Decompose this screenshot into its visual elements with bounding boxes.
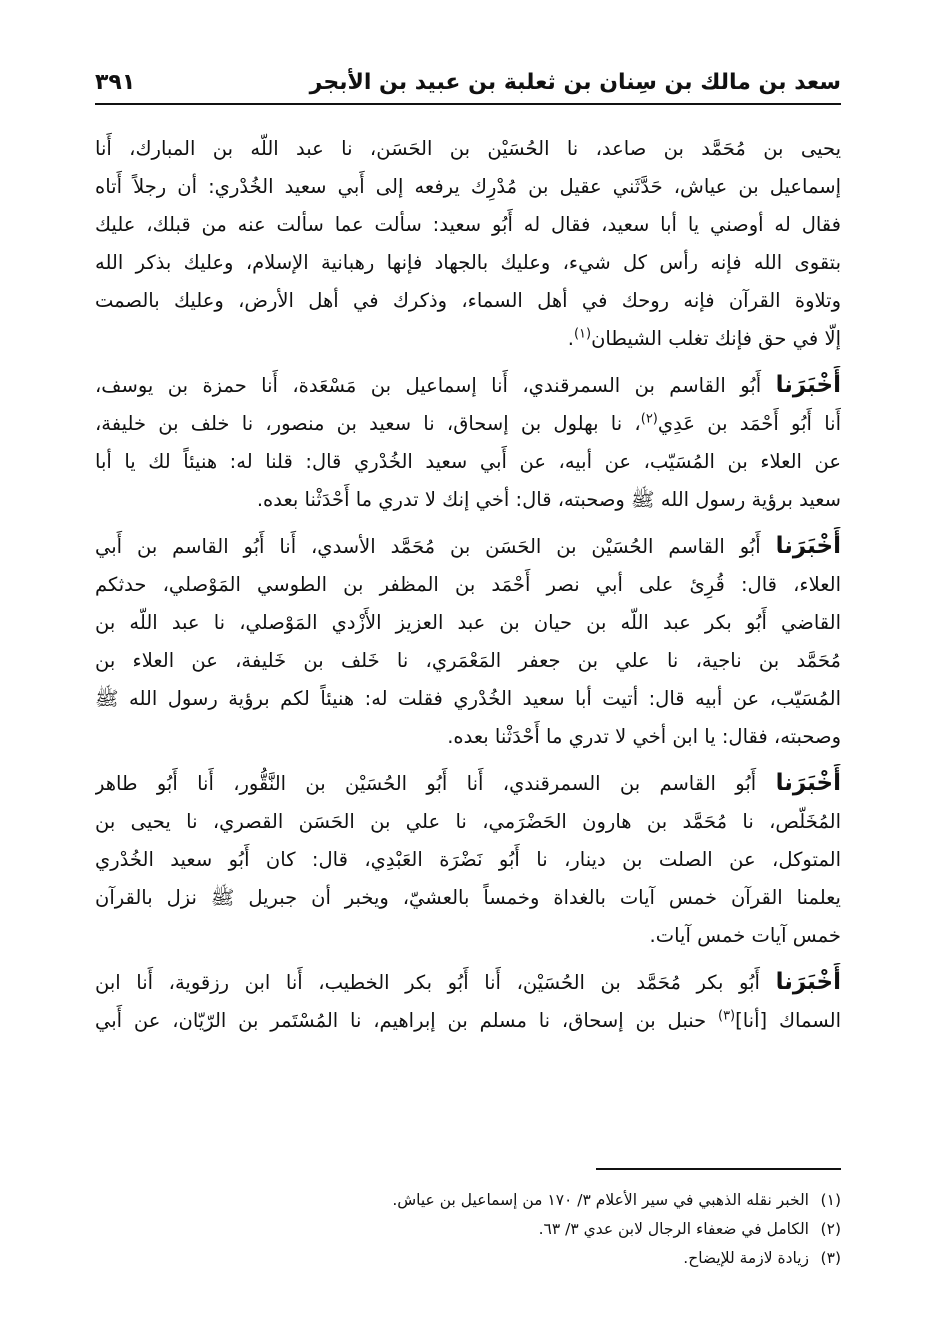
text-line (95, 320, 841, 358)
akhbarana-lead: أَخْبَرَنا (775, 533, 841, 559)
text-line: عن العلاء بن المُسَيّب، عن أبيه، عن أَبي سعيد الخُدْري قال: قلنا له: هنيئاً لك يا أبا (95, 450, 841, 473)
akhbarana-lead: أَخْبَرَنا (775, 969, 841, 995)
text-line: خمس آيات خمس آيات. (649, 924, 841, 947)
footnote-number: (٣) (820, 1249, 841, 1267)
text-line (95, 405, 841, 443)
footnote-text: زيادة لازمة للإيضاح. (683, 1249, 809, 1267)
text-line (95, 963, 841, 1002)
running-header (95, 62, 841, 102)
line-text: أَنا أَبُو أَحْمَد بن عَدِي (657, 412, 841, 435)
header-rule (95, 103, 841, 105)
paragraph-1 (95, 130, 841, 358)
akhbarana-lead: أَخْبَرَنا (775, 372, 841, 398)
text-line (95, 366, 841, 405)
footnote-ref[interactable]: (٢) (640, 411, 658, 427)
line-text: أَبُو بكر مُحَمَّد بن الحُسَيْن، أَنا أَبُو بكر الخطيب، أَنا ابن رزقوية، أَنا ابن (95, 971, 760, 994)
text-line: المُخَلّص، نا مُحَمَّد بن هارون الحَضْرَمي، نا علي بن الحَسَن القصري، نا يحيى بن (95, 810, 841, 833)
main-text (95, 130, 841, 1048)
text-line (95, 527, 841, 566)
paragraph-2 (95, 366, 841, 519)
header-title: سعد بن مالك بن سِنان بن ثعلبة بن عبيد بن الأبجر (309, 69, 841, 95)
line-tail: . (567, 327, 574, 350)
text-line: وصحبته، فقال: يا ابن أخي لا تدري ما أَحْدَثْنا بعده. (447, 725, 841, 748)
text-line: فقال له أوصني يا أبا سعيد، فقال له أَبُو سعيد: سألت عما سألت عنه من قبلك، عليك (95, 213, 841, 236)
text-line (95, 1002, 841, 1040)
text-line: إسماعيل بن عياش، حَدَّثَني عقيل بن مُدْرِك يرفعه إلى أَبي سعيد الخُدْري: أن رجلاً أَتاه (95, 175, 841, 198)
paragraph-5 (95, 963, 841, 1040)
footnote-text: الكامل في ضعفاء الرجال لابن عدي ٣/ ٦٣. (538, 1220, 809, 1238)
footnote-ref[interactable]: (٣) (717, 1008, 736, 1024)
text-line: المُسَيّب، عن أبيه قال: أتيت أبا سعيد الخُدْري فقلت له: هنيئاً لكم برؤية رسول الله ﷺ (95, 687, 841, 710)
footnote-number: (١) (820, 1191, 841, 1209)
text-line: العلاء، قال: قُرِئ على أبي نصر أَحْمَد بن المظفر بن الطوسي المَوْصلي، حدثكم (95, 573, 841, 596)
page-number: ٣٩١ (95, 69, 136, 95)
footnote-item (95, 1186, 841, 1215)
line-text: إلّا في حق فإنك تغلب الشيطان (591, 327, 841, 350)
footnote-rule (596, 1168, 841, 1170)
line-text: حنبل بن إسحاق، نا مسلم بن إبراهيم، نا المُسْتَمر بن الرّيّان، عن أَبي (95, 1009, 718, 1032)
paragraph-4 (95, 764, 841, 955)
text-line: بتقوى الله فإنه رأس كل شيء، وعليك بالجهاد فإنها رهبانية الإسلام، وعليك بذكر الله (95, 251, 841, 274)
text-line: سعيد برؤية رسول الله ﷺ وصحبته، قال: أخي إنك لا تدري ما أَحْدَثْنا بعده. (256, 488, 841, 511)
text-line: وتلاوة القرآن فإنه روحك في أهل السماء، وذكرك في أهل الأرض، وعليك بالصمت (95, 289, 841, 312)
line-text: أَبُو القاسم الحُسَيْن بن الحَسَن بن مُحَمَّد الأسدي، أَنا أَبُو القاسم بن أَبي (95, 535, 761, 558)
footnote-item (95, 1244, 841, 1273)
footnotes (95, 1186, 841, 1273)
line-text: ، نا بهلول بن إسحاق، نا سعيد بن منصور، نا خلف بن خليفة، (95, 412, 641, 435)
text-line (95, 764, 841, 803)
paragraph-3 (95, 527, 841, 756)
text-line: القاضي أَبُو بكر عبد اللّه بن حيان بن عبد العزيز الأَزْدي المَوْصلي، نا عبد اللّه بن (95, 611, 841, 634)
footnote-item (95, 1215, 841, 1244)
line-text: السماك [أنا] (735, 1009, 841, 1032)
footnote-text: الخبر نقله الذهبي في سير الأعلام ٣/ ١٧٠ من إسماعيل بن عياش. (392, 1191, 809, 1209)
line-text: أَبُو القاسم بن السمرقندي، أَنا أَبُو الحُسَيْن بن النَّقُّور، أَنا أَبُو طاهر (95, 772, 757, 795)
footnote-number: (٢) (820, 1220, 841, 1238)
text-line: يعلمنا القرآن خمس آيات بالغداة وخمساً بالعشيّ، ويخبر أن جبريل ﷺ نزل بالقرآن (95, 886, 841, 909)
text-line: المتوكل، عن الصلت بن دينار، نا أَبُو نَضْرَة العَبْدِي، قال: كان أَبُو سعيد الخُدْري (95, 848, 841, 871)
text-line: يحيى بن مُحَمَّد بن صاعد، نا الحُسَيْن بن الحَسَن، نا عبد اللّه بن المبارك، أَنا (95, 137, 841, 160)
line-text: أَبُو القاسم بن السمرقندي، أَنا إسماعيل بن مَسْعَدة، أَنا حمزة بن يوسف، (95, 374, 762, 397)
text-line: مُحَمَّد بن ناجية، نا علي بن جعفر المَعْمَري، نا خَلف بن خَليفة، عن العلاء بن (95, 649, 841, 672)
akhbarana-lead: أَخْبَرَنا (775, 770, 841, 796)
footnote-ref[interactable]: (١) (573, 326, 592, 342)
